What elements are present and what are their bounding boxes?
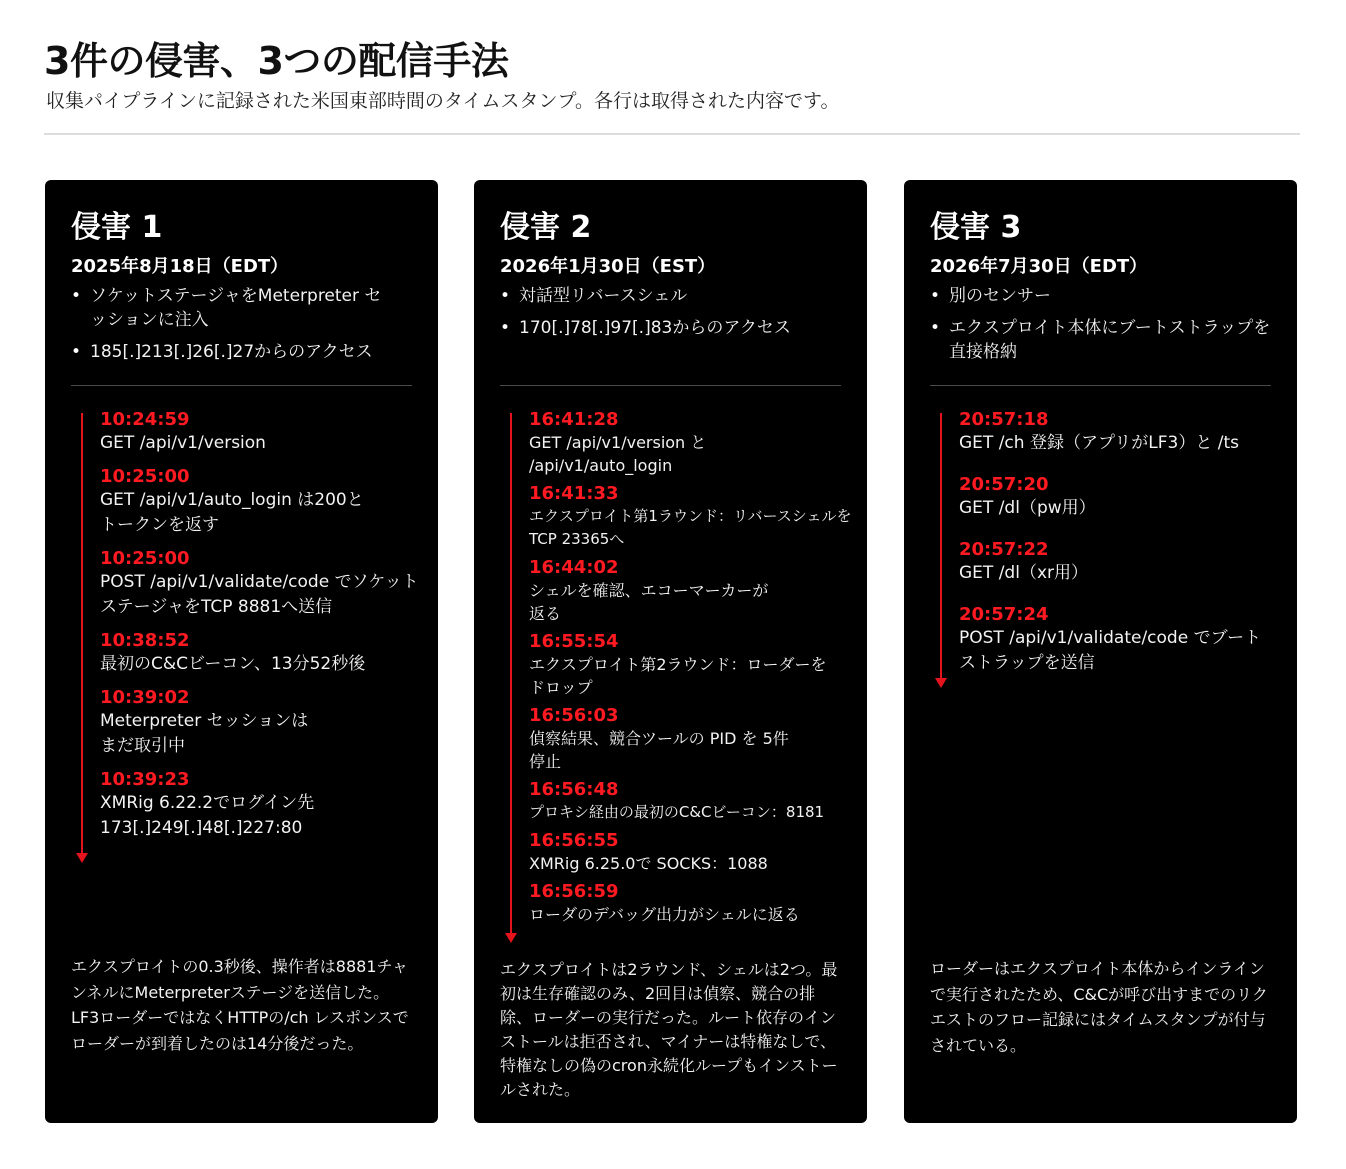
entry-text: エクスプロイト第1ラウンド：リバースシェルをTCP 23365へ [529, 507, 852, 548]
bullet-item: • 185[.]213[.]26[.]27からのアクセス [71, 340, 423, 364]
timeline-entry [100, 630, 430, 677]
entry-time: 16:55:54 [529, 631, 619, 652]
entry-time: 16:56:03 [529, 705, 619, 726]
arrow-down-icon [935, 678, 947, 688]
card-divider [500, 385, 841, 386]
bullet-item: • ソケットステージャをMeterpreter セッションに注入 [71, 284, 391, 332]
entry-text: POST /api/v1/validate/code でブートストラップを送信 [959, 628, 1262, 673]
timeline-entry [100, 466, 430, 538]
incident-bullets [930, 284, 1282, 372]
timeline-entry [529, 483, 859, 551]
timeline-line [510, 413, 512, 933]
timeline-entries [529, 409, 859, 932]
incident-title: 侵害 2 [500, 210, 592, 245]
incident-bullets [71, 284, 423, 372]
entry-text: ローダのデバッグ出力がシェルに返る [529, 905, 800, 924]
card-divider [930, 385, 1271, 386]
entry-time: 16:56:55 [529, 830, 619, 851]
incident-bullets [500, 284, 852, 348]
entry-text: GET /ch 登録（アプリがLF3）と /ts [959, 433, 1239, 453]
entry-time: 20:57:18 [959, 409, 1049, 430]
entry-time: 16:44:02 [529, 557, 619, 578]
entry-time: 16:41:33 [529, 483, 619, 504]
entry-time: 10:24:59 [100, 409, 190, 430]
entry-text: GET /dl（xr用） [959, 563, 1088, 583]
timeline-entry [529, 881, 859, 926]
header-divider [44, 133, 1300, 135]
entry-text: Meterpreter セッションは まだ取引中 [100, 711, 309, 756]
incident-title: 侵害 1 [71, 210, 163, 245]
bullet-item: • 170[.]78[.]97[.]83からのアクセス [500, 316, 852, 340]
entry-time: 10:25:00 [100, 466, 190, 487]
timeline-entry [529, 409, 859, 477]
entry-text: 偵察結果、競合ツールの PID を 5件停止 [529, 729, 789, 771]
incident-summary: エクスプロイトは2ラウンド、シェルは2つ。最初は生存確認のみ、2回目は偵察、競合の排除、ローダーの実行だった。ルート依存のインストールは拒否され、マイナーは特権なしで、特権なしの偽のcron永続化ループもインストールされた。 [500, 960, 838, 1099]
entry-text: XMRig 6.22.2でログイン先 173[.]249[.]48[.]227:80 [100, 793, 315, 838]
timeline-entry [959, 539, 1289, 586]
page-title: 3件の侵害、3つの配信手法 [44, 39, 509, 83]
incident-date: 2026年1月30日（EST） [500, 256, 716, 277]
entry-time: 20:57:24 [959, 604, 1049, 625]
timeline-entry [100, 409, 430, 456]
entry-text: GET /api/v1/auto_login は200とトークンを返す [100, 490, 364, 535]
card-divider [71, 385, 412, 386]
entry-time: 20:57:22 [959, 539, 1049, 560]
timeline-line [81, 413, 83, 853]
entry-time: 16:56:48 [529, 779, 619, 800]
timeline-entry [529, 557, 859, 625]
entry-time: 10:39:23 [100, 769, 190, 790]
entry-time: 16:41:28 [529, 409, 619, 430]
incident-card-1 [45, 180, 438, 1123]
timeline-line [940, 413, 942, 678]
entry-text: GET /dl（pw用） [959, 498, 1096, 518]
timeline-entry [100, 769, 430, 841]
timeline-entries [959, 409, 1289, 694]
entry-text: プロキシ経由の最初のC&Cビーコン：8181 [529, 803, 825, 821]
timeline-entry [529, 705, 859, 773]
timeline-entry [529, 631, 859, 699]
page-subtitle: 収集パイプラインに記録された米国東部時間のタイムスタンプ。各行は取得された内容です。 [46, 90, 840, 112]
timeline-entry [529, 779, 859, 824]
timeline-entry [529, 830, 859, 875]
entry-text: シェルを確認、エコーマーカーが 返る [529, 581, 769, 623]
timeline-entry [959, 604, 1289, 676]
entry-time: 10:38:52 [100, 630, 190, 651]
entry-text: GET /api/v1/version と /api/v1/auto_login [529, 433, 707, 475]
entry-time: 10:39:02 [100, 687, 190, 708]
bullet-item: • 対話型リバースシェル [500, 284, 852, 308]
incident-summary: ローダーはエクスプロイト本体からインラインで実行されたため、C&Cが呼び出すまでのリクエストのフロー記録にはタイムスタンプが付与されている。 [930, 959, 1268, 1055]
timeline-entry [959, 474, 1289, 521]
arrow-down-icon [505, 933, 517, 943]
incident-card-2 [474, 180, 867, 1123]
timeline-entries [100, 409, 430, 851]
entry-text: エクスプロイト第2ラウンド：ローダーをドロップ [529, 655, 827, 697]
entry-text: POST /api/v1/validate/code でソケットステージャをTCP 8881へ送信 [100, 572, 419, 617]
incident-card-3 [904, 180, 1297, 1123]
incident-date: 2026年7月30日（EDT） [930, 256, 1148, 277]
arrow-down-icon [76, 853, 88, 863]
timeline-entry [100, 687, 430, 759]
entry-time: 16:56:59 [529, 881, 619, 902]
entry-text: XMRig 6.25.0で SOCKS：1088 [529, 854, 768, 873]
bullet-item: • 別のセンサー [930, 284, 1282, 308]
entry-text: 最初のC&Cビーコン、13分52秒後 [100, 654, 366, 674]
timeline-entry [959, 409, 1289, 456]
incident-title: 侵害 3 [930, 210, 1022, 245]
entry-text: GET /api/v1/version [100, 433, 266, 453]
incident-summary: エクスプロイトの0.3秒後、操作者は8881チャンネルにMeterpreterステージを送信した。LF3ローダーではなくHTTPの/ch レスポンスでローダーが到着したのは14分後だった。 [71, 957, 409, 1053]
entry-time: 20:57:20 [959, 474, 1049, 495]
entry-time: 10:25:00 [100, 548, 190, 569]
timeline-entry [100, 548, 430, 620]
incident-date: 2025年8月18日（EDT） [71, 256, 289, 277]
bullet-item: • エクスプロイト本体にブートストラップを直接格納 [930, 316, 1282, 364]
